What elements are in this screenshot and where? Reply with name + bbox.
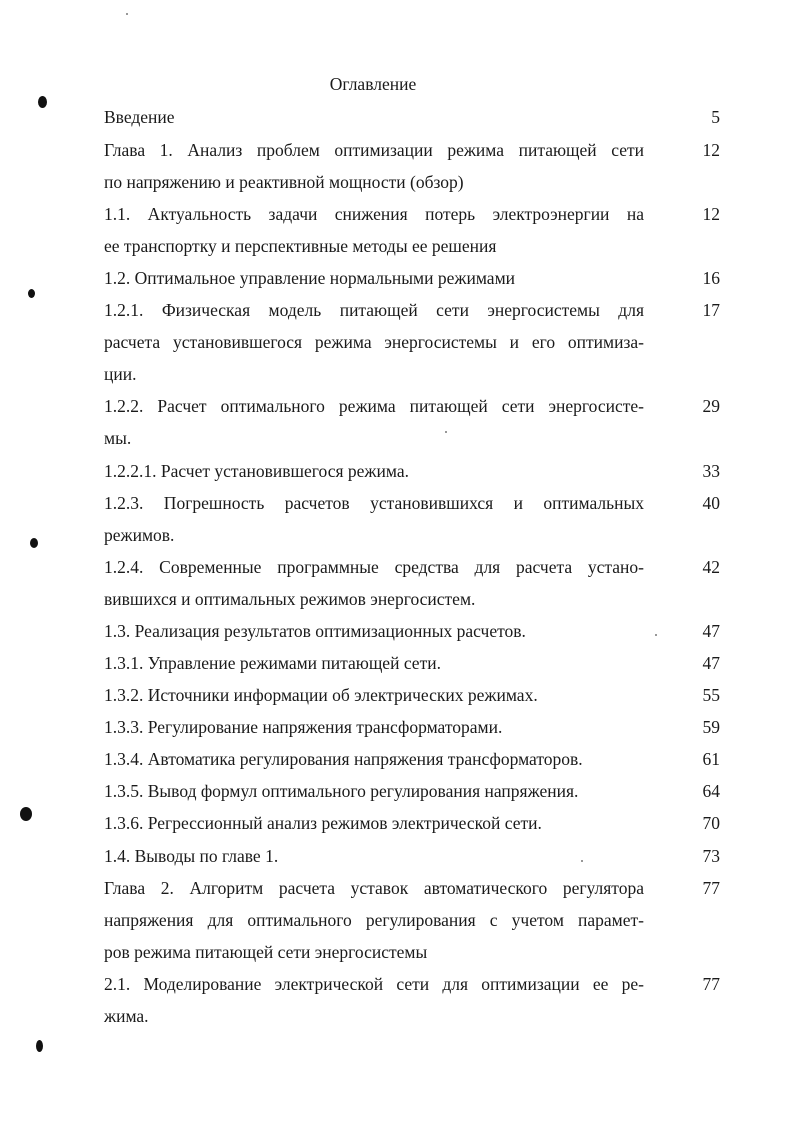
toc-page-number: 29 (702, 396, 720, 416)
toc-page-number: 5 (711, 107, 720, 127)
toc-page-number: 12 (702, 204, 720, 224)
toc-entry-text: 1.1. Актуальность задачи снижения потерь электроэнергии на (104, 204, 644, 224)
toc-page-number: 70 (702, 813, 720, 833)
toc-page-number: 55 (702, 685, 720, 705)
toc-page-number: 33 (702, 461, 720, 481)
toc-entry-text: 1.2.4. Современные программные средства для расчета устано- (104, 557, 644, 577)
page-title: Оглавление (329, 74, 417, 94)
scan-speck (28, 289, 35, 298)
toc-entry-text: 2.1. Моделирование электрической сети для оптимизации ее ре- (104, 974, 644, 994)
toc-entry-text: расчета установившегося режима энергосистемы и его оптимиза- (104, 332, 644, 352)
scan-speck (30, 538, 38, 548)
toc-page-number: 77 (702, 878, 720, 898)
toc-entry-text: вившихся и оптимальных режимов энергосистем. (104, 589, 476, 609)
scan-speck (38, 96, 47, 108)
toc-page-number: 40 (702, 493, 720, 513)
toc-entry (104, 198, 720, 262)
toc-entry-text: 1.3.3. Регулирование напряжения трансформаторами. (104, 717, 503, 737)
toc-entry (104, 647, 720, 679)
toc-entry-text: ров режима питающей сети энергосистемы (104, 942, 428, 962)
toc-entry-text: 1.3. Реализация результатов оптимизационных расчетов. (104, 621, 526, 641)
toc-entry-text: 1.3.6. Регрессионный анализ режимов электрической сети. (104, 813, 542, 833)
toc-page-number: 47 (702, 621, 720, 641)
toc-entry-text: 1.3.2. Источники информации об электрических режимах. (104, 685, 538, 705)
toc-entry (104, 679, 720, 711)
toc-entry (104, 262, 720, 294)
toc-entry (104, 872, 720, 968)
toc-entry (104, 101, 720, 133)
scan-dot (445, 431, 447, 433)
toc-entry (104, 551, 720, 615)
toc-entry-text: 1.3.1. Управление режимами питающей сети. (104, 653, 441, 673)
toc-page-number: 12 (702, 140, 720, 160)
toc-entry-text: жима. (104, 1006, 149, 1026)
toc-entry-text: Введение (104, 107, 175, 127)
toc-entry-text: мы. (104, 428, 132, 448)
toc-entry (104, 455, 720, 487)
toc-entry (104, 294, 720, 390)
toc-entry (104, 134, 720, 198)
toc-entry-text: Глава 1. Анализ проблем оптимизации режима питающей сети (104, 140, 644, 160)
toc-page-number: 17 (702, 300, 720, 320)
toc-page-number: 42 (702, 557, 720, 577)
toc-entry (104, 807, 720, 839)
toc-entry (104, 711, 720, 743)
toc-entry-text: по напряжению и реактивной мощности (обзор) (104, 172, 464, 192)
toc-page-number: 47 (702, 653, 720, 673)
toc-entry (104, 968, 720, 1032)
toc-entry-text: 1.2.2.1. Расчет установившегося режима. (104, 461, 409, 481)
toc-page-number: 61 (702, 749, 720, 769)
scan-dot (581, 860, 583, 862)
toc-entry-text: ции. (104, 364, 137, 384)
toc-entry-text: Глава 2. Алгоритм расчета уставок автоматического регулятора (104, 878, 644, 898)
scan-dot (655, 634, 657, 636)
toc-page-number: 16 (702, 268, 720, 288)
toc-entry-text: 1.3.5. Вывод формул оптимального регулирования напряжения. (104, 781, 579, 801)
scan-speck (20, 807, 32, 821)
toc-entry-text: режимов. (104, 525, 175, 545)
toc-entry-text: 1.2.1. Физическая модель питающей сети энергосистемы для (104, 300, 644, 320)
toc-entry (104, 390, 720, 454)
toc-entry (104, 743, 720, 775)
toc-entry-text: 1.4. Выводы по главе 1. (104, 846, 279, 866)
toc-entry-text: 1.2. Оптимальное управление нормальными режимами (104, 268, 516, 288)
toc-page-number: 59 (702, 717, 720, 737)
scan-speck (36, 1040, 43, 1052)
toc-entry-text: 1.3.4. Автоматика регулирования напряжения трансформаторов. (104, 749, 583, 769)
toc-entry-text: напряжения для оптимального регулирования с учетом парамет- (104, 910, 644, 930)
toc-page-number: 64 (702, 781, 720, 801)
scan-dot (126, 13, 128, 15)
toc-entry-text: 1.2.2. Расчет оптимального режима питающей сети энергосисте- (104, 396, 644, 416)
toc-page-number: 73 (702, 846, 720, 866)
toc-entry-text: 1.2.3. Погрешность расчетов установившихся и оптимальных (104, 493, 644, 513)
toc-entry (104, 615, 720, 647)
toc-entry (104, 775, 720, 807)
toc-entry (104, 840, 720, 872)
toc-entry-text: ее транспортку и перспективные методы ее решения (104, 236, 497, 256)
toc-entry (104, 487, 720, 551)
toc-page-number: 77 (702, 974, 720, 994)
